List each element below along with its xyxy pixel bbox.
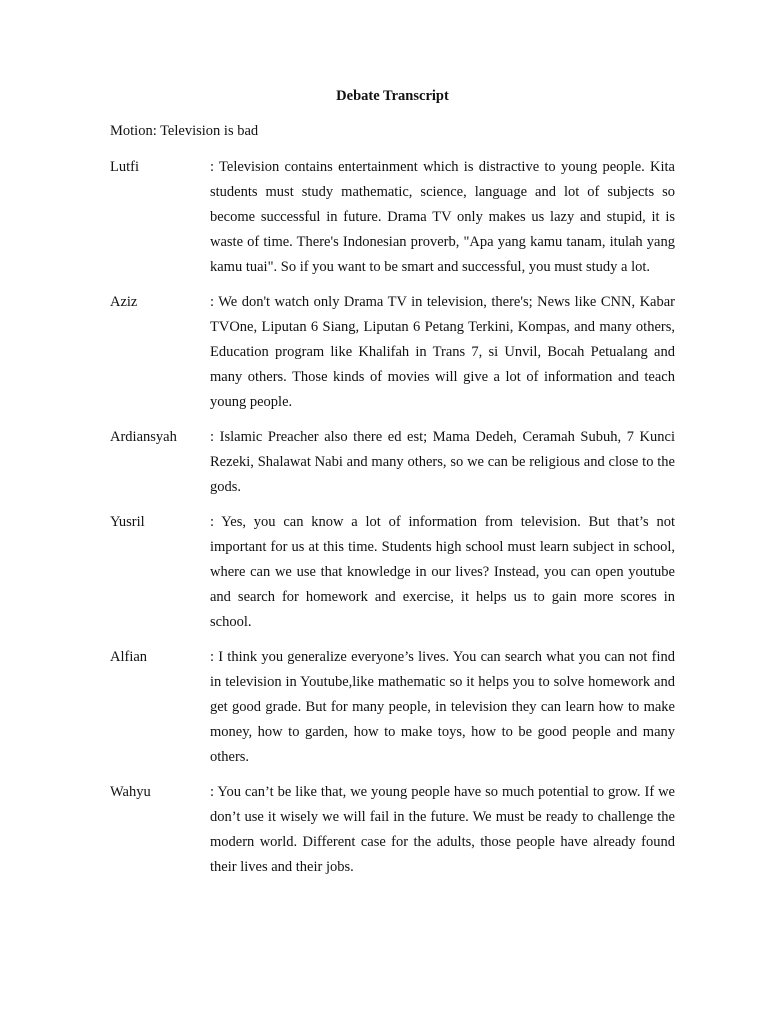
speaker-name: Ardiansyah [110, 429, 177, 445]
document-title: Debate Transcript [336, 88, 449, 104]
speaker-statement: : Television contains entertainment which is distractive to young people. Kita students must study mathematic, science, language and lot of subjects so become successful in future. Drama TV only makes us lazy and stupid, it is waste of time. There's Indonesian proverb, "Apa yang kamu tanam, itulah yang kamu tuai". So if you want to be smart and successful, you must study a lot. [210, 159, 675, 275]
transcript-turn [110, 290, 675, 415]
debate-motion: Motion: Television is bad [110, 123, 259, 139]
transcript-turn [110, 510, 675, 635]
speaker-statement: : Yes, you can know a lot of information from television. But that’s not important for us at this time. Students high school must learn subject in school, where can we use that knowledge in our lives? Instead, you can open youtube and search for homework and exercise, it helps us to gain more scores in school. [210, 514, 675, 630]
transcript-turn [110, 425, 675, 500]
speaker-name: Alfian [110, 649, 148, 665]
transcript-turn [110, 155, 675, 280]
transcript-turn [110, 645, 675, 770]
speaker-name: Wahyu [110, 784, 151, 800]
speaker-statement: : You can’t be like that, we young people have so much potential to grow. If we don’t use it wisely we will fail in the future. We must be ready to challenge the modern world. Different case for the adults, those people have already found their lives and their jobs. [210, 784, 675, 875]
speaker-statement: : Islamic Preacher also there ed est; Mama Dedeh, Ceramah Subuh, 7 Kunci Rezeki, Shalawat Nabi and many others, so we can be religious and close to the gods. [210, 429, 675, 495]
speaker-statement: : We don't watch only Drama TV in television, there's; News like CNN, Kabar TVOne, Liputan 6 Siang, Liputan 6 Petang Terkini, Kompas, and many others, Education program like Khalifah in Trans 7, si Unvil, Bocah Petualang and many others. Those kinds of movies will give a lot of information and teach young people. [210, 294, 675, 410]
transcript-turn [110, 780, 675, 880]
transcript-turns [110, 155, 675, 890]
speaker-name: Aziz [110, 294, 138, 310]
speaker-name: Yusril [110, 514, 145, 530]
speaker-name: Lutfi [110, 159, 139, 175]
speaker-statement: : I think you generalize everyone’s lives. You can search what you can not find in television in Youtube,like mathematic so it helps you to solve homework and get good grade. But for many people, in television they can learn how to make money, how to garden, how to make toys, how to be good people and many others. [210, 649, 675, 765]
